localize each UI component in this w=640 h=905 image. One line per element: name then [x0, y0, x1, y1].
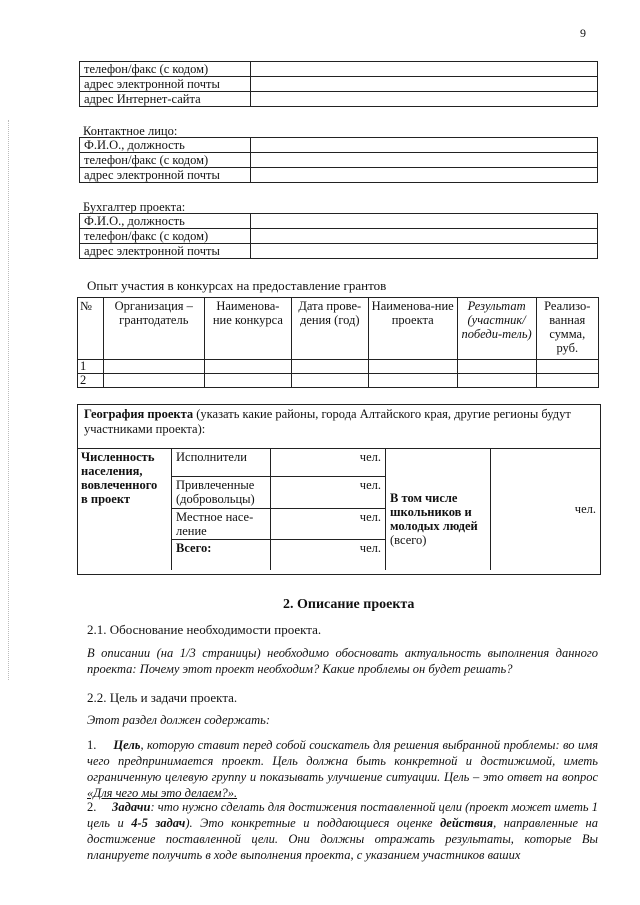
table-cell-value[interactable] — [251, 77, 598, 92]
table-header-row — [78, 298, 599, 360]
role-count[interactable]: чел. — [271, 449, 386, 477]
row-number: 2 — [78, 374, 104, 388]
org-contacts-table — [79, 61, 598, 107]
table-cell[interactable] — [103, 360, 204, 374]
role-label: Всего: — [172, 540, 271, 570]
youth-count[interactable]: чел. — [491, 449, 601, 570]
table-cell[interactable] — [204, 374, 291, 388]
table-cell-value[interactable] — [251, 244, 598, 259]
table-cell[interactable] — [457, 374, 536, 388]
tasks-paragraph — [87, 799, 598, 863]
table-row — [80, 229, 598, 244]
section-2-1-text: В описании (на 1/3 страницы) необходимо обосновать актуальность выполнения данного проекта: Почему этот проект необходим? Какие проблемы он будет решать? — [87, 646, 598, 676]
youth-label-cell — [386, 449, 491, 570]
table-cell-value[interactable] — [251, 168, 598, 183]
table-cell-label: Ф.И.О., должность — [80, 138, 251, 153]
section-2-2-intro: Этот раздел должен содержать: — [87, 713, 271, 727]
tasks-text-1: : что нужно сделать для достижения поставленной цели (проект может иметь 1 цель и — [87, 800, 598, 830]
table-row — [78, 374, 599, 388]
goal-text: , которую ставит перед собой соискатель для решения выбранной проблемы: во имя чего предпринимается проект. Цель должна быть конкретной и достижимой, иметь ограниченную целевую группу и показывать улучшение ситуации. Цель – это ответ на вопрос — [87, 738, 598, 784]
goal-term: Цель — [113, 738, 141, 752]
table-cell[interactable] — [204, 360, 291, 374]
header-result: Результат (участник/ победи-тель) — [457, 298, 536, 360]
table-cell-value[interactable] — [251, 153, 598, 168]
tasks-term: Задачи — [112, 800, 151, 814]
population-label: Численность населения, вовлеченного в проект — [77, 449, 172, 570]
section-2-1-title: 2.1. Обоснование необходимости проекта. — [87, 622, 322, 637]
table-cell-value[interactable] — [251, 229, 598, 244]
population-table — [77, 448, 600, 570]
page-number: 9 — [580, 26, 586, 40]
row-number: 1 — [78, 360, 104, 374]
role-count[interactable]: чел. — [271, 477, 386, 509]
tasks-actions: действия — [440, 816, 494, 830]
table-cell[interactable] — [368, 360, 457, 374]
youth-label: В том числе школьников и молодых людей — [390, 491, 478, 534]
table-row — [80, 138, 598, 153]
table-cell[interactable] — [536, 360, 598, 374]
header-contest-name: Наименова-ние конкурса — [204, 298, 291, 360]
table-cell[interactable] — [536, 374, 598, 388]
table-row — [80, 153, 598, 168]
table-row — [80, 244, 598, 259]
goal-number: 1. — [87, 738, 97, 752]
table-cell-value[interactable] — [251, 92, 598, 107]
tasks-text-3: , направленные на достижение поставленной цели. Они должны отражать результаты, которые Вы планируете получить в ходе выполнения проекта, с указанием участников ваших — [87, 816, 599, 862]
geography-title-bold: География проекта — [84, 407, 194, 421]
table-row — [80, 214, 598, 229]
table-cell-label: телефон/факс (с кодом) — [80, 153, 251, 168]
table-cell-label: адрес электронной почты — [80, 244, 251, 259]
table-row — [78, 360, 599, 374]
table-cell-label: адрес электронной почты — [80, 77, 251, 92]
youth-note: (всего) — [390, 533, 427, 548]
table-cell-value[interactable] — [251, 62, 598, 77]
table-cell-value[interactable] — [251, 214, 598, 229]
header-amount: Реализо-ванная сумма, руб. — [536, 298, 598, 360]
accountant-title: Бухгалтер проекта: — [83, 200, 186, 214]
tasks-text-2: ). Это конкретные и поддающиеся оценке — [185, 816, 441, 830]
contact-person-table — [79, 137, 598, 183]
table-cell-label: телефон/факс (с кодом) — [80, 62, 251, 77]
table-row — [80, 92, 598, 107]
header-number: № — [78, 298, 104, 360]
contact-person-title: Контактное лицо: — [83, 124, 178, 138]
table-cell[interactable] — [103, 374, 204, 388]
goal-question: «Для чего мы это делаем?». — [87, 786, 238, 800]
header-date: Дата прове-дения (год) — [291, 298, 368, 360]
role-count[interactable]: чел. — [271, 509, 386, 540]
table-cell[interactable] — [457, 360, 536, 374]
table-cell[interactable] — [368, 374, 457, 388]
role-label: Местное насе-ление — [172, 509, 271, 540]
table-cell-label: телефон/факс (с кодом) — [80, 229, 251, 244]
table-row — [77, 449, 600, 477]
header-project-name: Наименова-ние проекта — [368, 298, 457, 360]
grants-table — [77, 297, 599, 388]
tasks-count: 4-5 задач — [131, 816, 186, 830]
role-count[interactable]: чел. — [271, 540, 386, 570]
geography-title-rest: (указать какие районы, города Алтайского края, другие регионы будут участниками проекта): — [84, 407, 571, 436]
table-row — [80, 168, 598, 183]
section-2-2-title: 2.2. Цель и задачи проекта. — [87, 690, 238, 705]
role-label: Привлеченные (добровольцы) — [172, 477, 271, 509]
table-cell-value[interactable] — [251, 138, 598, 153]
table-row — [80, 77, 598, 92]
section-heading: 2. Описание проекта — [283, 597, 415, 612]
tasks-number: 2. — [87, 800, 97, 814]
table-cell-label: адрес электронной почты — [80, 168, 251, 183]
header-organization: Организация – грантодатель — [103, 298, 204, 360]
table-row — [80, 62, 598, 77]
grants-title: Опыт участия в конкурсах на предоставление грантов — [87, 278, 387, 293]
table-cell[interactable] — [291, 374, 368, 388]
goal-paragraph — [87, 737, 598, 801]
table-cell-label: адрес Интернет-сайта — [80, 92, 251, 107]
scan-margin-line — [8, 120, 10, 680]
table-cell-label: Ф.И.О., должность — [80, 214, 251, 229]
accountant-table — [79, 213, 598, 259]
geography-title — [84, 407, 594, 437]
role-label: Исполнители — [172, 449, 271, 477]
table-cell[interactable] — [291, 360, 368, 374]
